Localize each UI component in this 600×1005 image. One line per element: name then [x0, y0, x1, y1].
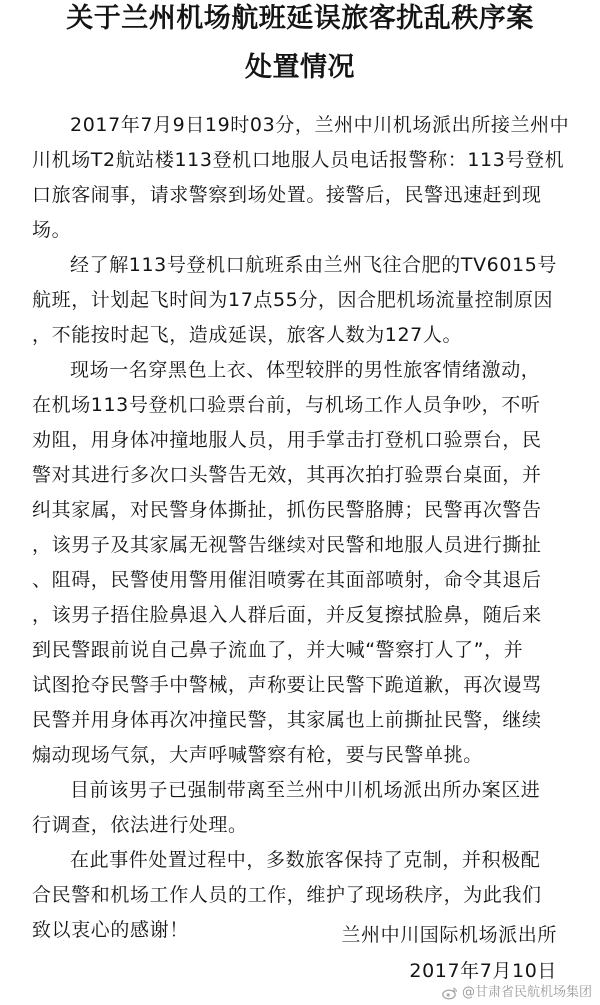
- body-line: 川机场T2航站楼113登机口地服人员电话报警称：113号登机: [32, 149, 565, 171]
- body-line: 场。: [32, 219, 72, 241]
- watermark-text: @甘肃省民航机场集团: [461, 985, 592, 1000]
- weibo-icon: [442, 986, 458, 1000]
- body-line: 致以衷心的感谢！: [32, 919, 189, 941]
- body-line: 经了解113号登机口航班系由兰州飞往合肥的TV6015号: [70, 254, 558, 276]
- watermark: [442, 984, 592, 1002]
- body-line: 到民警跟前说自己鼻子流血了，并大喊“警察打人了”，并: [32, 639, 524, 661]
- body-line: 试图抢夺民警手中警械，声称要让民警下跪道歉，再次谩骂: [32, 674, 542, 696]
- body-line: 、阻碍，民警使用警用催泪喷雾在其面部喷射，命令其退后: [32, 569, 542, 591]
- body-line: 行调查，依法进行处理。: [32, 814, 248, 836]
- body-line: 煽动现场气氛，大声呼喊警察有枪，要与民警单挑。: [32, 744, 483, 766]
- body-line: 在机场113号登机口验票台前，与机场工作人员争吵，不听: [32, 394, 541, 416]
- body-line: 民警并用身体再次冲撞民警，其家属也上前撕扯民警，继续: [32, 709, 542, 731]
- body-line: 口旅客闹事，请求警察到场处置。接警后，民警迅速赶到现: [32, 184, 542, 206]
- body-line: 目前该男子已强制带离至兰州中川机场派出所办案区进: [70, 779, 541, 801]
- body-line: 纠其家属，对民警身体撕扯，抓伤民警胳膊；民警再次警告: [32, 499, 542, 521]
- signature-date: 2017年7月10日: [409, 960, 557, 982]
- body-line: 在此事件处置过程中，多数旅客保持了克制，并积极配: [70, 849, 541, 871]
- body-line: 劝阻，用身体冲撞地服人员，用手掌击打登机口验票台，民: [32, 429, 542, 451]
- body-line: ，该男子及其家属无视警告继续对民警和地服人员进行撕扯: [32, 534, 542, 556]
- body-line: ，不能按时起飞，造成延误，旅客人数为127人。: [32, 324, 463, 346]
- document-body: [32, 108, 572, 948]
- signature-organization: 兰州中川国际机场派出所: [341, 924, 557, 946]
- body-line: 现场一名穿黑色上衣、体型较胖的男性旅客情绪激动，: [70, 359, 541, 381]
- body-line: 2017年7月9日19时03分，兰州中川机场派出所接兰州中: [70, 114, 570, 136]
- body-line: 合民警和机场工作人员的工作，维护了现场秩序，为此我们: [32, 884, 542, 906]
- document-title-line-2: 处置情况: [245, 52, 355, 83]
- body-line: 航班，计划起飞时间为17点55分，因合肥机场流量控制原因: [32, 289, 554, 311]
- body-line: 警对其进行多次口头警告无效，其再次拍打验票台桌面，并: [32, 464, 542, 486]
- document-title-line-1: 关于兰州机场航班延误旅客扰乱秩序案: [66, 3, 534, 34]
- body-line: ，该男子捂住脸鼻退入人群后面，并反复擦拭脸鼻，随后来: [32, 604, 542, 626]
